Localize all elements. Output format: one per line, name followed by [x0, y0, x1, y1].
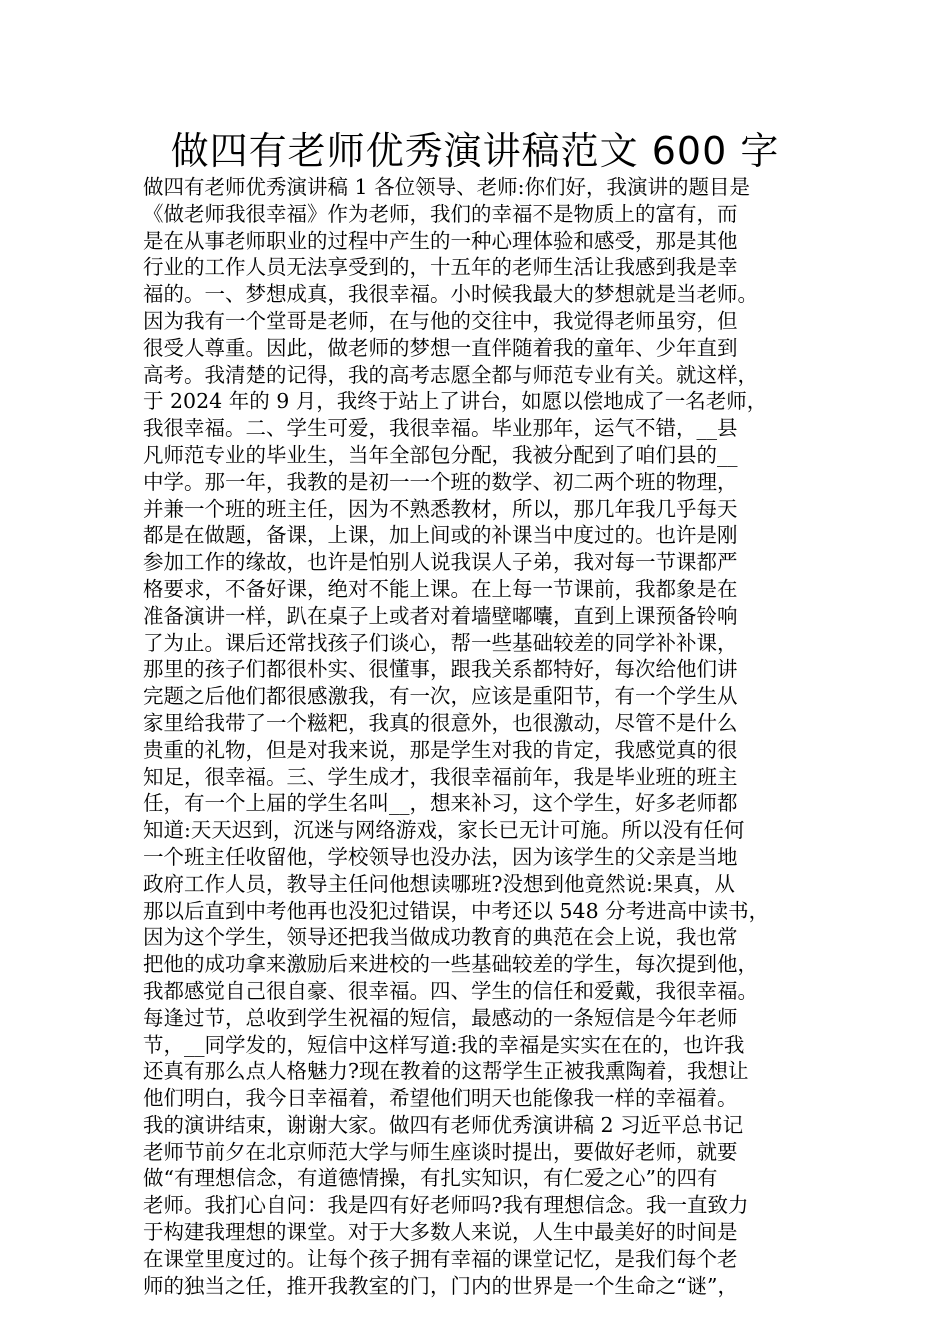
body-text-line: 还真有那么点人格魅力?现在教着的这帮学生正被我熏陶着，我想让 — [143, 1059, 749, 1084]
body-text-line: 因为我有一个堂哥是老师，在与他的交往中，我觉得老师虽穷，但 — [143, 308, 738, 333]
body-text-line: 老师节前夕在北京师范大学与师生座谈时提出，要做好老师，就要 — [143, 1139, 738, 1164]
body-text-line: 家里给我带了一个糍粑，我真的很意外，也很激动，尽管不是什么 — [143, 710, 738, 735]
body-text-line: 都是在做题，备课，上课，加上间或的补课当中度过的。也许是刚 — [143, 523, 738, 548]
body-text-line: 贵重的礼物，但是对我来说，那是学生对我的肯定，我感觉真的很 — [143, 737, 738, 762]
body-text-line: 凡师范专业的毕业生，当年全部包分配，我被分配到了咱们县的__ — [143, 442, 738, 467]
body-text-line: 那里的孩子们都很朴实、很懂事，跟我关系都特好，每次给他们讲 — [143, 657, 738, 682]
body-text-line: 节，__同学发的，短信中这样写道:我的幸福是实实在在的，也许我 — [143, 1032, 745, 1057]
body-text-line: 师的独当之任，推开我教室的门，门内的世界是一个生命之“谜”， — [143, 1273, 738, 1298]
body-text-line: 把他的成功拿来激励后来进校的一些基础较差的学生，每次提到他， — [143, 952, 758, 977]
body-text-line: 我的演讲结束，谢谢大家。做四有老师优秀演讲稿 2 习近平总书记 — [143, 1112, 744, 1137]
body-text-line: 那以后直到中考他再也没犯过错误，中考还以 548 分考进高中读书， — [143, 898, 770, 923]
body-text-line: 并兼一个班的班主任，因为不熟悉教材，所以，那几年我几乎每天 — [143, 496, 738, 521]
body-text-line: 是在从事老师职业的过程中产生的一种心理体验和感受，那是其他 — [143, 228, 738, 253]
body-text-line: 于 2024 年的 9 月，我终于站上了讲台，如愿以偿地成了一名老师， — [143, 389, 768, 414]
body-text-line: 于构建我理想的课堂。对于大多数人来说，人生中最美好的时间是 — [143, 1220, 738, 1245]
body-text-line: 每逢过节，总收到学生祝福的短信，最感动的一条短信是今年老师 — [143, 1005, 738, 1030]
body-text-line: 很受人尊重。因此，做老师的梦想一直伴随着我的童年、少年直到 — [143, 335, 738, 360]
body-text-line: 政府工作人员，教导主任问他想读哪班?没想到他竟然说:果真，从 — [143, 871, 735, 896]
body-text-line: 我很幸福。二、学生可爱，我很幸福。毕业那年，运气不错，__县 — [143, 416, 738, 441]
body-text-line: 一个班主任收留他，学校领导也没办法，因为该学生的父亲是当地 — [143, 844, 738, 869]
body-text-line: 中学。那一年，我教的是初一一个班的数学、初二两个班的物理， — [143, 469, 738, 494]
body-text-line: 福的。一、梦想成真，我很幸福。小时候我最大的梦想就是当老师。 — [143, 282, 758, 307]
body-text-line: 知足，很幸福。三、学生成才，我很幸福前年，我是毕业班的班主 — [143, 764, 738, 789]
body-text-line: 老师。我扪心自问：我是四有好老师吗?我有理想信念。我一直致力 — [143, 1193, 749, 1218]
body-text-line: 知道:天天迟到，沉迷与网络游戏，家长已无计可施。所以没有任何 — [143, 818, 745, 843]
body-text-line: 完题之后他们都很感激我，有一次，应该是重阳节，有一个学生从 — [143, 684, 738, 709]
body-text-line: 在课堂里度过的。让每个孩子拥有幸福的课堂记忆，是我们每个老 — [143, 1246, 738, 1271]
body-text-line: 任，有一个上届的学生名叫__，想来补习，这个学生，好多老师都 — [143, 791, 738, 816]
body-text-line: 参加工作的缘故，也许是怕别人说我误人子弟，我对每一节课都严 — [143, 550, 738, 575]
body-text-line: 行业的工作人员无法享受到的，十五年的老师生活让我感到我是幸 — [143, 255, 738, 280]
body-text-line: 准备演讲一样，趴在桌子上或者对着墙壁嘟囔，直到上课预备铃响 — [143, 603, 738, 628]
body-text-line: 我都感觉自己很自豪、很幸福。四、学生的信任和爱戴，我很幸福。 — [143, 978, 758, 1003]
document-body — [143, 174, 843, 1299]
body-text-line: 因为这个学生，领导还把我当做成功教育的典范在会上说，我也常 — [143, 925, 738, 950]
document-title: 做四有老师优秀演讲稿范文 600 字 — [170, 129, 780, 173]
body-text-line: 了为止。课后还常找孩子们谈心，帮一些基础较差的同学补补课， — [143, 630, 738, 655]
body-text-line: 《做老师我很幸福》作为老师，我们的幸福不是物质上的富有，而 — [143, 201, 738, 226]
body-text-line: 格要求，不备好课，绝对不能上课。在上每一节课前，我都象是在 — [143, 576, 738, 601]
body-text-line: 做四有老师优秀演讲稿 1 各位领导、老师:你们好，我演讲的题目是 — [143, 175, 750, 199]
body-text-line: 做“有理想信念，有道德情操，有扎实知识，有仁爱之心”的四有 — [143, 1166, 718, 1191]
body-text-line: 他们明白，我今日幸福着，希望他们明天也能像我一样的幸福着。 — [143, 1086, 738, 1111]
body-text-line: 高考。我清楚的记得，我的高考志愿全都与师范专业有关。就这样， — [143, 362, 758, 387]
